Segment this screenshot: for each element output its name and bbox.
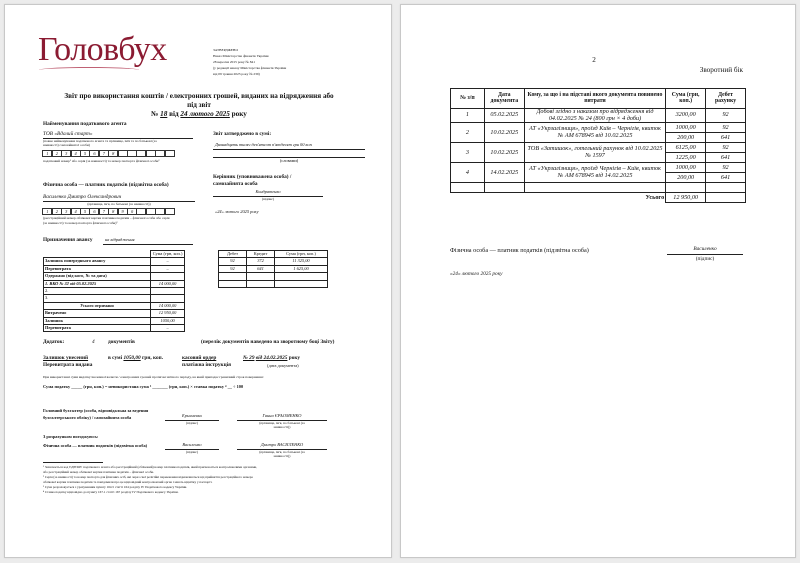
person-label: Фізична особа — платник податків (підзвітна особа) — [43, 182, 169, 188]
table-row — [219, 280, 328, 287]
head-sign-note: (підпис) — [261, 196, 275, 201]
order-label: касовий ордер — [182, 355, 217, 361]
attachments-note: (перелік документів наведено на зворотному боці Звіту) — [201, 339, 335, 345]
table-row: 1. ВКО № 32 від 05.02.2025 14 000,00 — [44, 280, 185, 287]
accountant-signature: Ерьоменко — [182, 413, 202, 418]
accounting-table: Дебет Кредит Сума (грн, коп.) 92 372 11 325,00 92 641 1 625,00 — [218, 250, 328, 288]
person-signature-back: Василенко — [693, 246, 717, 252]
order-number: № 29 від 24.02.2025 року — [243, 355, 300, 361]
head-label: Керівник (уповноважена особа) / — [213, 174, 292, 180]
person-name: Василенко Дмитро Олександрович — [43, 194, 122, 200]
accountant-sign-note: (підпис) — [185, 420, 199, 425]
table-row: Залишок 1050,00 — [44, 317, 185, 324]
table-row: Витрачено 12 950,00 — [44, 310, 185, 317]
accountant-label: Головний бухгалтер (особа, відповідальна за ведення — [43, 408, 149, 413]
person2-label: Фізична особа — платник податків (підзвітна особа) — [43, 443, 148, 448]
person-code-cells: 1 2 3 4 5 6 7 8 9 0 — [43, 208, 175, 215]
table-row: Перевитрата – — [44, 324, 185, 331]
date-back: «24» лютого 2025 року — [450, 271, 503, 277]
report-title-line2: під звіт — [187, 101, 211, 109]
attachments-label: Додаток: — [43, 339, 65, 345]
table-row: 2 10.02.2025 АТ «Укрзалізниця», проїзд Київ – Чернігів, квиток № АМ 678945 від 10.02.2025 1000,00 92 — [451, 123, 746, 133]
accountant-name: Ганна ЄРЬОМЕНКО — [262, 413, 302, 418]
head-label2: самозайнята особа — [213, 181, 258, 187]
purpose-label: Призначення авансу — [43, 237, 93, 243]
table-row: 1225,00 641 — [451, 153, 746, 163]
agent-note2: наявності) самозайнятої особи) — [43, 143, 90, 147]
report-title-line1: Звіт про використання коштів / електронних грошей, виданих на відрядження або — [64, 92, 334, 100]
table-row — [219, 273, 328, 280]
table-row: 1 05.02.2025 Добові згідно з наказом про відрядження від 04.02.2025 № 24 (800 грн × 4 доби) 3200,00 92 — [451, 109, 746, 123]
tax-formula: Сума податку _____ (грн, коп.) = невикористана сума ³ _______ (грн, коп.) × ставка податку ⁴ __ ÷ 100 — [43, 384, 244, 389]
footnotes: ¹ Зазначається код ЄДРПОУ податкового агента або реєстраційний (обліковий) номер платника податків, який присвоюється контролюючими органами, або реєстраційний номер облікової картки платника податків – фізичної особи. ² Серія (за наявності) та номер паспорта для фізичних осіб, які через свої релігійні переконання відмовляються від прийняття реєстраційного номера облікової картки платника податків та повідомили про це відповідний контролюючий орган і мають відмітку у паспорті. ³ Сума розраховується з урахуванням пункту 164.5 статті 164 розділу IV Податкового кодексу України. ⁴ Ставка податку відповідно до пункту 167.1 статті 167 розділу IV Податкового кодексу України. — [43, 465, 257, 494]
person-name-note: (прізвище, ім'я, по батькові (за наявності)) — [87, 201, 151, 206]
table-row: 3. — [44, 295, 185, 302]
table-row: Усього отримано 14 000,00 — [44, 302, 185, 309]
head-name: Кондратенко — [255, 189, 281, 194]
agent-code-note: податковий номер¹ або серія (за наявності) та номер паспорта фізичної особи² — [43, 159, 160, 163]
table-row: 2. — [44, 287, 185, 294]
total-row: Усього 12 950,00 — [451, 193, 746, 203]
logo-swash — [39, 67, 139, 73]
rest-label: Залишок унесений — [43, 355, 89, 361]
agent-code-cells: 1 2 3 4 5 6 7 8 — [43, 150, 175, 157]
attachments-unit: документів — [108, 339, 135, 345]
table-row: Залишок попереднього авансу – — [44, 258, 185, 265]
approved-sum-note: (словами) — [279, 158, 299, 163]
expenses-table: № з/п Дата документа Кому, за що і на підставі якого документа повинено витрати Сума (грн, коп.) Дебет рахунку 1 05.02.2025 Добові згідно з наказом про відрядження від 04.02.2025 № 24 (800 грн × 4 доби) 3200,00 92 2 10.02.2025 АТ «Укрзалізниця», проїзд Київ – Чернігів, квиток № АМ 678945 від 10.02.2025 1000,00 92 200,00 641 3 10.02.2025 ТОВ «Затишок», готельний рахунок від 10.02.2025 № 1597 6125,00 92 1225,00 641 4 14.02.2025 АТ «Укрзалізниця», проїзд Чернігів – Київ, квиток № АМ 678945 від 14.02.2025 1000,00 92 200,00 641 Усього 12 950,00 — [450, 88, 746, 203]
advance-table: Сума (грн, коп.) Залишок попереднього авансу – Перевитрата – Одержано (від кого, № та дата) 1. ВКО № 32 від 05.02.2025 14 000,00 2. 3. Усього отримано 14 000,00 Витрачено 12 950,00 Залишок 1050,00 Перевитрата – — [43, 250, 185, 332]
head-date: «24» лютого 2025 року — [215, 209, 259, 214]
agent-note: (повне найменування податкового агента та прізвище, ім'я та по батькові (за — [43, 138, 157, 143]
person2-name: Дмитро ВАСИЛЕНКО — [260, 442, 304, 447]
person2-name-note: (прізвище, ім'я, по батькові (за — [259, 449, 305, 454]
back-side-label: Зворотний бік — [699, 66, 743, 74]
brand-logo: Головбух — [38, 31, 167, 68]
table-row — [451, 183, 746, 193]
table-row: 200,00 641 — [451, 133, 746, 143]
approved-sum-text: Дванадцять тисяч дев'ятсот п'ятдесят грн 00 коп — [215, 142, 312, 147]
accountant-name-note: (прізвище, ім'я, по батькові (за — [259, 420, 305, 425]
rest-sum: в сумі 1050,00 грн, коп. — [108, 355, 164, 361]
person2-signature: Василенко — [182, 442, 202, 447]
attachments-count: 4 — [92, 339, 95, 345]
calc-agree: З розрахунком погоджуюсь: — [43, 434, 99, 439]
table-row: 92 372 11 325,00 — [219, 258, 328, 265]
report-number-line: № 18 від 24 лютого 2025 року — [151, 110, 247, 118]
table-row: 3 10.02.2025 ТОВ «Затишок», готельний рахунок від 10.02.2025 № 1597 6125,00 92 — [451, 143, 746, 153]
overrun-label: Перевитрата видана — [43, 362, 93, 368]
agent-heading: Найменування податкового агента — [43, 121, 127, 127]
approved-sum-label: Звіт затверджено в сумі: — [213, 131, 272, 137]
report-page-back — [400, 4, 796, 558]
table-row: 92 641 1 625,00 — [219, 265, 328, 272]
report-page-front — [4, 4, 392, 558]
person-code-note: (реєстраційний номер облікової картки платника податків – фізичної особи або серія — [43, 216, 170, 220]
approval-stamp: ЗАТВЕРДЖЕНО Наказ Міністерства фінансів України 28 вересня 2015 року № 841 (у редакції наказу Міністерства фінансів України від 09 травня 2023 року № 239) — [213, 48, 287, 76]
accountant-name-note2: наявності)) — [273, 425, 291, 429]
payment-label: платіжна інструкція — [182, 362, 231, 368]
person-sign-note-back: (підпис) — [695, 256, 715, 262]
purpose-value: на відрядження — [105, 237, 135, 242]
accountant-label2: бухгалтерського обліку) / самозайнята особа — [43, 415, 132, 420]
person2-name-note2: наявності)) — [273, 454, 291, 458]
table-row: Одержано (від кого, № та дата) — [44, 273, 185, 280]
table-row: Перевитрата – — [44, 265, 185, 272]
agent-name: ТОВ «Вдалий старт» — [43, 131, 93, 137]
page-number: 2 — [592, 56, 596, 64]
foreign-currency-text: При використанні суми видатку іноземної валюти / електронних грошей протягом звітного періоду, на який припадає граничний строк повернення: — [43, 375, 264, 379]
order-date-note: (дата документа) — [267, 363, 299, 368]
table-row: 4 14.02.2025 АТ «Укрзалізниця», проїзд Чернігів – Київ, квиток № АМ 678945 від 14.02.2025 1000,00 92 — [451, 163, 746, 173]
table-row: 200,00 641 — [451, 173, 746, 183]
person-label-back: Фізична особа — платник податків (підзвітна особа) — [450, 247, 589, 254]
person2-sign-note: (підпис) — [185, 449, 199, 454]
person-code-note2: (за наявності) та номер паспорта фізичної особи)² — [43, 220, 118, 225]
